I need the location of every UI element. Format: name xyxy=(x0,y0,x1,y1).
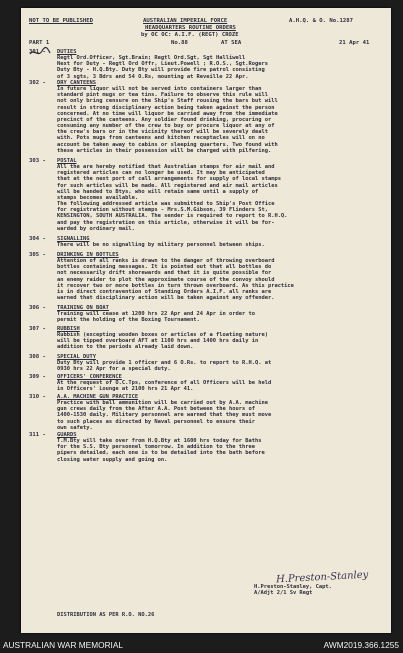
section-signalling xyxy=(57,236,377,248)
footer-institution: AUSTRALIAN WAR MEMORIAL xyxy=(3,640,124,650)
archive-footer xyxy=(0,637,403,653)
section-training xyxy=(57,305,377,323)
section-title: A.A. MACHINE GUN PRACTICE xyxy=(57,394,139,400)
section-title: DRINKING IN BOTTLES xyxy=(57,252,119,258)
signatory-name: H.Preston-Stanley, Capt. xyxy=(254,584,332,590)
section-body: In future liquor will not be served into containers larger than standard pint mugs or tea tins. Failure to observe this rule will not only bring censure on the Ship's Staff rousing the bars but will result in strong disciplinary action being taken against the person concerned. At no time will liquor be carried away from the immediate precinct of the canteens. Any soldier found drinking, procuring or consuming any number of the crew to buy or procure liquor at any of the crew's bars or in the vicinity thereof will be severely dealt with. Pots mugs from canteens and kitchen receptacles will on no account be taken away to cabins or sleeping quarters. Two found with these articles in their possession will be charged with pilfering. xyxy=(57,86,278,154)
header-line-3: by OC OC: A.I.F. (REGT) CROZE xyxy=(141,32,239,38)
section-title: POSTAL xyxy=(57,158,77,164)
header-line-1: AUSTRALIAN IMPERIAL FORCE xyxy=(143,18,228,24)
section-body: T.M.Bty will take over from H.Q.Bty at 1600 hrs today for Baths for the S.S. Bty personnel tomorrow. In addition to the three pipers detailed, each one is to be detailed into the bath before closing water supply and going on. xyxy=(57,438,265,463)
section-title: OFFICERS' CONFERENCE xyxy=(57,374,122,380)
section-postal xyxy=(57,158,377,232)
place: AT SEA xyxy=(221,40,242,46)
section-dry-canteens xyxy=(57,80,377,154)
section-number: 310 - xyxy=(29,394,46,400)
section-special-duty xyxy=(57,354,377,372)
section-number: 301 - xyxy=(29,49,46,55)
section-rubbish xyxy=(57,326,377,351)
order-number: No.88 xyxy=(171,40,188,46)
section-body: Training will cease at 1200 hrs 22 Apr and 24 Apr in order to permit the holding of the Boxing Tournament. xyxy=(57,311,255,324)
section-body: There will be no signalling by military personnel between ships. xyxy=(57,242,265,249)
section-title: TRAINING ON BOAT xyxy=(57,305,109,311)
header-line-2: HEADQUARTERS ROUTINE ORDERS xyxy=(145,25,236,31)
section-aa-practice xyxy=(57,394,377,431)
section-body: Rubbish (excepting wooden boxes or articles of a floating nature) will be tipped overboard AFT at 1100 hrs and 1400 hrs daily in addition to the periods already laid down. xyxy=(57,332,268,351)
section-number: 308 - xyxy=(29,354,46,360)
section-title: SPECIAL DUTY xyxy=(57,354,96,360)
section-number: 303 - xyxy=(29,158,46,164)
section-number: 306 - xyxy=(29,305,46,311)
section-title: SIGNALLING xyxy=(57,236,90,242)
signatory-role: A/Adjt 2/1 Sv Regt xyxy=(254,590,313,597)
order-reference: A.H.Q. & O. No.1287 xyxy=(289,18,353,24)
section-duties xyxy=(57,49,377,80)
publication-notice: NOT TO BE PUBLISHED xyxy=(29,18,93,24)
section-body: All the are hereby notified that Australian stamps for air mail and registered articles can no longer be used. It may be anticipated that at the next port of call arrangements for supply of local stamps for such articles will be made. All registered and air mail articles will be handed to Btys, who will retain same until a supply of stamps becomes available. The following addressed article was submitted to Ship's Post Office for registration without stamps - Mrs.S.M.Gibson, 39 Flinders St, KENSINGTON, SOUTH AUSTRALIA. The sender is required to report to R.H.Q. and pay the registration on this article, otherwise it will be for- warded by ordinary mail. xyxy=(57,164,288,232)
section-title: RUBBISH xyxy=(57,326,80,332)
section-guards xyxy=(57,432,377,463)
section-bottles xyxy=(57,252,377,301)
section-number: 305 - xyxy=(29,252,46,258)
section-body: Regtl Ord.Officer, Sgt.Brain; Regtl Ord.Sgt, Sgt Halliwell Next for Duty - Regtl Ord Offr, Lieut.Powell ; R.O.S., Sgt.Rogers Duty Bty - H.Q.Bty. Duty Bty will provide fire patrol consisting of 3 sgts, 3 Bdrs and 54 O.Rs, mounting at Reveille 22 Apr. xyxy=(57,55,268,80)
section-body: Attention of all ranks is drawn to the danger of throwing overboard bottles containing messages. It is pointed out that all bottles do not necessarily drift shorewards and that it is quite possible for an enemy raider to plot the approximate course of the convoy should it recover two or more bottles in turn thrown overboard. As this practice is in direct contravention of Standing Orders A.I.F. all ranks are warned that disciplinary action will be taken against any offender. xyxy=(57,258,294,302)
section-body: At the request of O.C.Tps, conference of all Officers will be held in Officers' Lounge at 2100 hrs 21 Apr 41. xyxy=(57,380,272,393)
section-number: 302 - xyxy=(29,80,46,86)
section-number: 309 - xyxy=(29,374,46,380)
distribution-note: DISTRIBUTION AS PER R.O. NO.26 xyxy=(57,612,155,618)
signature-block xyxy=(254,584,332,596)
section-body: Duty Bty will provide 1 officer and 6 O.Rs. to report to R.H.Q. at 0930 hrs 22 Apr for a special duty. xyxy=(57,360,272,373)
part-label: PART 1 xyxy=(29,40,50,46)
section-title: DUTIES xyxy=(57,49,77,55)
document-page xyxy=(21,8,391,633)
section-title: GUARDS xyxy=(57,432,77,438)
section-number: 304 - xyxy=(29,236,46,242)
section-body: Practice with ball ammunition will be carried out by A.A. machine gun crews daily from the After A.A. Post between the hours of 1400-1530 daily. Military personnel are warned that they must move to such places as directed by Naval personnel to ensure their own safety. xyxy=(57,400,272,431)
section-officers-conference xyxy=(57,374,377,392)
section-number: 307 - xyxy=(29,326,46,332)
handwritten-signature: H.Preston-Stanley xyxy=(275,569,369,586)
section-number: 311 - xyxy=(29,432,46,438)
section-title: DRY CANTEENS xyxy=(57,80,96,86)
order-date: 21 Apr 41 xyxy=(339,40,370,46)
footer-accession: AWM2019.366.1255 xyxy=(323,640,399,650)
